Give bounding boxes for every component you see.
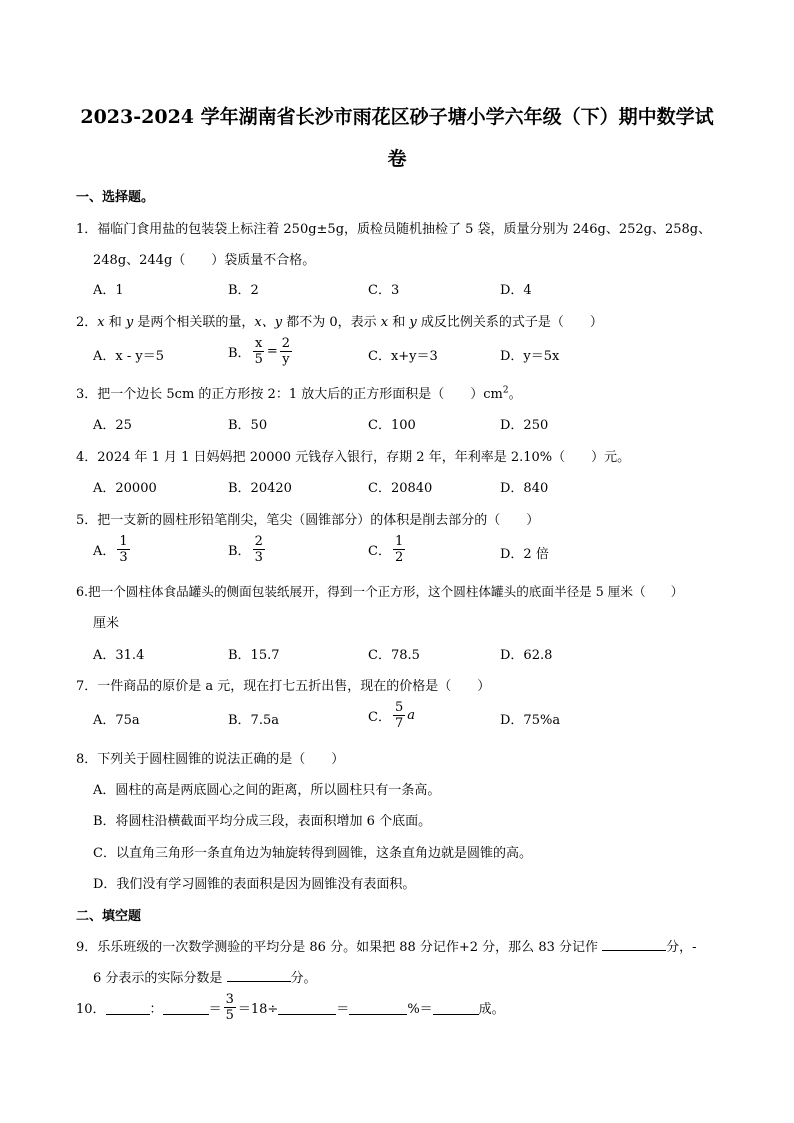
q10-answer-blank-4[interactable]: [349, 1000, 407, 1015]
fraction-denominator: 3: [119, 550, 128, 565]
fraction-denominator: 3: [254, 550, 263, 565]
fraction-numerator: 2: [254, 534, 263, 549]
q3-option-b: B．50: [228, 418, 268, 433]
q2-number: 2．: [76, 315, 98, 330]
q2-var-y: y: [125, 315, 134, 330]
q8-option-d: D．我们没有学习圆锥的表面积是因为圆锥没有表面积。: [93, 877, 416, 892]
q3-text: 3．把一个边长 5cm 的正方形按 2：1 放大后的正方形面积是（ ）cm: [76, 387, 503, 402]
question-1-line1: 1．福临门食用盐的包装袋上标注着 250g±5g，质检员随机抽检了 5 袋，质量分别为 246g、252g、258g、: [76, 222, 712, 237]
q10-answer-blank-3[interactable]: [278, 1000, 336, 1015]
q5-option-a: [93, 534, 132, 565]
q5-option-c: [368, 534, 407, 565]
q2-option-d: D．y＝5x: [500, 349, 560, 364]
question-3: [76, 383, 522, 402]
q4-option-d: D．840: [500, 481, 549, 496]
q10-percent: %＝: [407, 1002, 433, 1017]
q2-and: 和: [104, 315, 126, 330]
q5-option-b: [228, 534, 267, 565]
q5-fraction-2-3: [253, 534, 265, 565]
q4-option-a: A．20000: [93, 481, 157, 496]
fraction-numerator: 1: [394, 534, 404, 549]
fraction-denominator: 2: [394, 550, 404, 565]
q2-text-3: 成反比例关系的式子是（ ）: [416, 315, 603, 330]
q7-option-a: A．75a: [93, 713, 140, 728]
q2-fraction-x-over-5: [253, 336, 265, 367]
exam-title-line2: 卷: [387, 148, 407, 170]
section-heading-fill: 二、填空题: [76, 909, 142, 924]
question-7: 7．一件商品的原价是 a 元，现在打七五折出售，现在的价格是（ ）: [76, 679, 491, 694]
question-6-line2: 厘米: [93, 616, 120, 631]
question-5: 5．把一支新的圆柱形铅笔削尖，笔尖（圆锥部分）的体积是削去部分的（ ）: [76, 513, 540, 528]
fraction-numerator: x: [255, 336, 263, 351]
q10-equals-1: ＝: [208, 1002, 222, 1017]
q5-option-b-label: B．: [228, 544, 251, 559]
q1-option-a: A．1: [93, 283, 124, 298]
fraction-denominator: 5: [254, 352, 263, 367]
q9-text-2: 分，-: [666, 940, 697, 955]
q6-option-a: A．31.4: [93, 648, 145, 663]
q10-fraction-3-5: [224, 992, 236, 1023]
question-1-line2: 248g、244g（ ）袋质量不合格。: [93, 253, 316, 268]
fraction-denominator: 7: [394, 716, 404, 731]
q8-option-b: B．将圆柱沿横截面平均分成三段，表面积增加 6 个底面。: [93, 814, 432, 829]
q9-text-1: 9．乐乐班级的一次数学测验的平均分是 86 分。如果把 88 分记作+2 分，那么 83 分记作: [76, 940, 603, 955]
question-2: [76, 311, 603, 330]
q10-division: ＝18÷: [237, 1002, 279, 1017]
q5-fraction-1-2: [393, 534, 405, 565]
q6-option-c: C．78.5: [368, 648, 420, 663]
q5-option-d: D．2 倍: [500, 547, 549, 562]
q10-number: 10．: [76, 1002, 106, 1017]
q9-text-4: 分。: [290, 971, 317, 986]
question-10: [76, 992, 505, 1023]
q8-option-a: A．圆柱的高是两底圆心之间的距离，所以圆柱只有一条高。: [93, 783, 441, 798]
fraction-numerator: 5: [394, 700, 404, 715]
q3-superscript: 2: [502, 385, 509, 396]
q10-equals-2: ＝: [336, 1002, 350, 1017]
fraction-denominator: 5: [225, 1008, 234, 1023]
q2-text-2: 都不为 0，表示: [282, 315, 381, 330]
q5-option-c-label: C．: [368, 544, 391, 559]
q6-option-d: D．62.8: [500, 648, 553, 663]
q2-option-b-label: B．: [228, 346, 251, 361]
q2-and-2: 和: [388, 315, 410, 330]
fraction-denominator: y: [282, 352, 290, 367]
question-8: 8．下列关于圆柱圆锥的说法正确的是（ ）: [76, 752, 345, 767]
q2-var-xy: x、y: [254, 315, 283, 330]
q4-option-c: C．20840: [368, 481, 433, 496]
q2-var-x2: x: [380, 315, 389, 330]
q10-answer-blank-2[interactable]: [163, 1000, 209, 1015]
q2-fraction-2-over-y: [280, 336, 292, 367]
q9-answer-blank-1[interactable]: [602, 936, 666, 951]
section-heading-choice: 一、选择题。: [76, 190, 155, 205]
equals-sign: =: [266, 344, 278, 359]
q2-option-c: C．x+y＝3: [368, 349, 438, 364]
question-9-line1: [76, 936, 697, 955]
q1-option-c: C．3: [368, 283, 400, 298]
question-4: 4．2024 年 1 月 1 日妈妈把 20000 元钱存入银行，存期 2 年，年利率是 2.10%（ ）元。: [76, 450, 631, 465]
q2-option-b: [228, 336, 294, 367]
q7-var-a: a: [407, 708, 415, 723]
q3-option-a: A．25: [93, 418, 132, 433]
q3-end: 。: [508, 387, 522, 402]
q7-option-b: B．7.5a: [228, 713, 279, 728]
question-9-line2: [93, 967, 317, 986]
q1-option-d: D．4: [500, 283, 532, 298]
fraction-numerator: 3: [225, 992, 234, 1007]
q10-answer-blank-1[interactable]: [106, 1000, 150, 1015]
q7-option-d: D．75%a: [500, 713, 561, 728]
q9-answer-blank-2[interactable]: [227, 967, 291, 982]
question-6-line1: 6.把一个圆柱体食品罐头的侧面包装纸展开，得到一个正方形，这个圆柱体罐头的底面半径是 5 厘米（ ）: [76, 584, 684, 599]
q4-option-b: B．20420: [228, 481, 292, 496]
q5-option-a-label: A．: [93, 544, 116, 559]
q8-option-c: C．以直角三角形一条直角边为轴旋转得到圆锥，这条直角边就是圆锥的高。: [93, 846, 532, 861]
q2-var-x: x: [97, 315, 105, 330]
q6-option-b: B．15.7: [228, 648, 280, 663]
q10-end: 成。: [478, 1002, 505, 1017]
q9-text-3: 6 分表示的实际分数是: [93, 971, 227, 986]
fraction-numerator: 1: [119, 534, 128, 549]
q10-colon: ：: [149, 1002, 163, 1017]
fraction-numerator: 2: [281, 336, 291, 351]
q2-text-1: 是两个相关联的量，: [133, 315, 255, 330]
q3-option-c: C．100: [368, 418, 416, 433]
q3-option-d: D．250: [500, 418, 549, 433]
q5-fraction-1-3: [117, 534, 129, 565]
q1-option-b: B．2: [228, 283, 259, 298]
q10-answer-blank-5[interactable]: [433, 1000, 479, 1015]
q7-option-c-label: C．: [368, 710, 391, 725]
q2-var-y2: y: [409, 315, 417, 330]
q7-option-c: [368, 700, 415, 731]
q7-fraction-5-7: [393, 700, 405, 731]
q2-option-a: A．x - y＝5: [93, 349, 164, 364]
exam-title-line1: 2023-2024 学年湖南省长沙市雨花区砂子塘小学六年级（下）期中数学试: [80, 106, 714, 128]
